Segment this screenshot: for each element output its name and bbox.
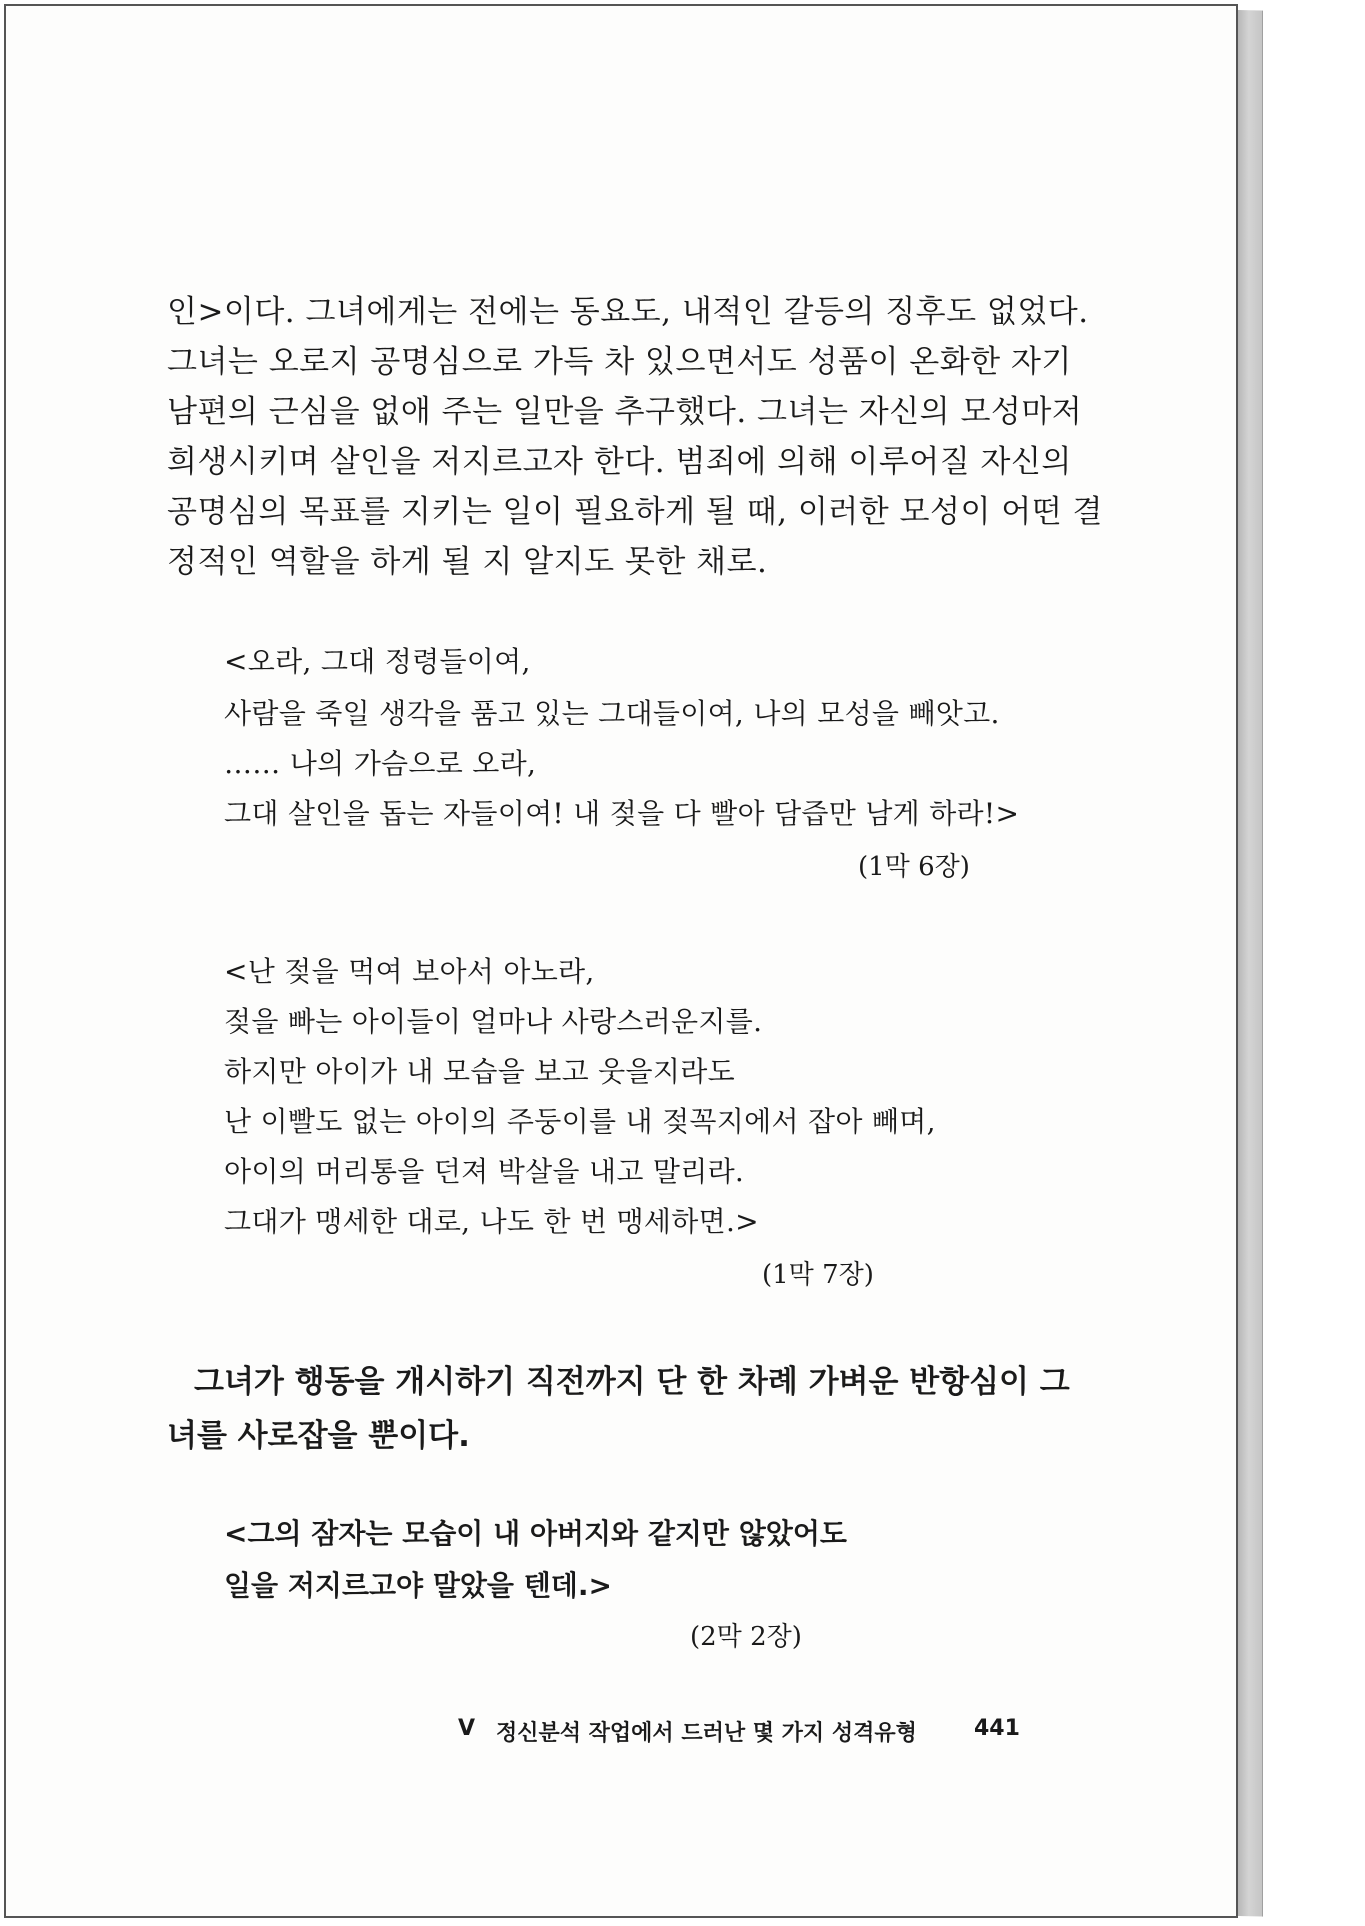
quote-line: <오라, 그대 정령들이여, xyxy=(224,645,531,678)
body-line: 남편의 근심을 없애 주는 일만을 추구했다. 그녀는 자신의 모성마저 xyxy=(167,394,1083,430)
page-number: 441 xyxy=(974,1716,1020,1741)
quote-line: 그대가 맹세한 대로, 나도 한 번 맹세하면.> xyxy=(224,1205,759,1238)
act-scene-citation: (1막 6장) xyxy=(858,852,970,882)
quote-line: 젖을 빠는 아이들이 얼마나 사랑스러운지를. xyxy=(224,1005,763,1038)
quote-line: …… 나의 가슴으로 오라, xyxy=(224,747,537,780)
body-line: 희생시키며 살인을 저지르고자 한다. 범죄에 의해 이루어질 자신의 xyxy=(167,444,1072,480)
quote-line: 난 이빨도 없는 아이의 주둥이를 내 젖꼭지에서 잡아 빼며, xyxy=(224,1105,936,1138)
chapter-title: 정신분석 작업에서 드러난 몇 가지 성격유형 xyxy=(496,1721,917,1746)
book-page-edge xyxy=(1236,10,1263,1917)
page-sheet xyxy=(4,4,1238,1918)
body-line: 그녀가 행동을 개시하기 직전까지 단 한 차례 가벼운 반항심이 그 xyxy=(194,1364,1070,1400)
body-line: 공명심의 목표를 지키는 일이 필요하게 될 때, 이러한 모성이 어떤 결 xyxy=(167,494,1103,530)
body-line: 인>이다. 그녀에게는 전에는 동요도, 내적인 갈등의 징후도 없었다. xyxy=(167,294,1089,330)
quote-line: <난 젖을 먹여 보아서 아노라, xyxy=(224,955,595,988)
quote-line: 그대 살인을 돕는 자들이여! 내 젖을 다 빨아 담즙만 남게 하라!> xyxy=(224,797,1020,830)
quote-line: <그의 잠자는 모습이 내 아버지와 같지만 않았어도 xyxy=(224,1517,847,1550)
body-line: 정적인 역할을 하게 될 지 알지도 못한 채로. xyxy=(167,544,768,580)
background-margin xyxy=(1262,0,1365,1926)
quote-line: 사람을 죽일 생각을 품고 있는 그대들이여, 나의 모성을 빼앗고. xyxy=(224,697,1000,730)
act-scene-citation: (2막 2장) xyxy=(690,1622,802,1652)
body-line: 녀를 사로잡을 뿐이다. xyxy=(167,1418,470,1454)
chapter-number: V xyxy=(458,1716,476,1741)
body-line: 그녀는 오로지 공명심으로 가득 차 있으면서도 성품이 온화한 자기 xyxy=(167,344,1072,380)
act-scene-citation: (1막 7장) xyxy=(762,1260,874,1290)
quote-line: 일을 저지르고야 말았을 텐데.> xyxy=(224,1569,612,1602)
quote-line: 하지만 아이가 내 모습을 보고 웃을지라도 xyxy=(224,1055,735,1088)
quote-line: 아이의 머리통을 던져 박살을 내고 말리라. xyxy=(224,1155,745,1188)
